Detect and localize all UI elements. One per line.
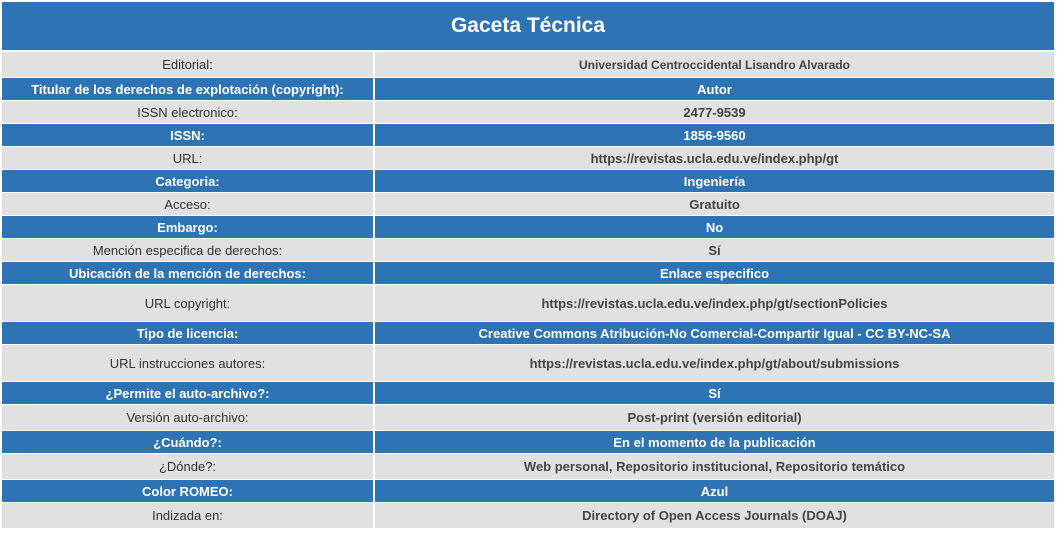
label-self-archiving-version: Versión auto-archivo:	[2, 405, 375, 431]
row-rights-location	[2, 262, 1054, 285]
value-copyright-holder: Autor	[375, 78, 1054, 101]
label-category: Categoria:	[2, 170, 375, 193]
label-access: Acceso:	[2, 193, 375, 216]
value-editorial: Universidad Centroccidental Lisandro Alvarado	[375, 52, 1054, 78]
label-license-type: Tipo de licencia:	[2, 322, 375, 345]
row-issn	[2, 124, 1054, 147]
journal-info-table	[2, 2, 1054, 529]
row-license-type	[2, 322, 1054, 345]
row-rights-mention	[2, 239, 1054, 262]
row-copyright-url	[2, 285, 1054, 322]
row-category	[2, 170, 1054, 193]
label-romeo-color: Color ROMEO:	[2, 480, 375, 503]
row-url	[2, 147, 1054, 170]
value-license-type: Creative Commons Atribución-No Comercial-Compartir Igual - CC BY-NC-SA	[375, 322, 1054, 345]
label-copyright-holder: Titular de los derechos de explotación (copyright):	[2, 78, 375, 101]
label-self-archiving: ¿Permite el auto-archivo?:	[2, 382, 375, 405]
value-self-archiving: Sí	[375, 382, 1054, 405]
label-embargo: Embargo:	[2, 216, 375, 239]
label-copyright-url: URL copyright:	[2, 285, 375, 322]
row-romeo-color	[2, 480, 1054, 503]
label-when: ¿Cuándo?:	[2, 431, 375, 454]
label-issn-electronic: ISSN electronico:	[2, 101, 375, 124]
value-access: Gratuito	[375, 193, 1054, 216]
row-issn-electronic	[2, 101, 1054, 124]
label-rights-location: Ubicación de la mención de derechos:	[2, 262, 375, 285]
value-indexed-in: Directory of Open Access Journals (DOAJ)	[375, 503, 1054, 529]
label-url: URL:	[2, 147, 375, 170]
value-self-archiving-version: Post-print (versión editorial)	[375, 405, 1054, 431]
row-copyright-holder	[2, 78, 1054, 101]
value-where: Web personal, Repositorio institucional, Repositorio temático	[375, 454, 1054, 480]
row-self-archiving	[2, 382, 1054, 405]
value-embargo: No	[375, 216, 1054, 239]
row-author-instructions-url	[2, 345, 1054, 382]
value-when: En el momento de la publicación	[375, 431, 1054, 454]
row-indexed-in	[2, 503, 1054, 529]
row-access	[2, 193, 1054, 216]
value-rights-mention: Sí	[375, 239, 1054, 262]
value-issn-electronic: 2477-9539	[375, 101, 1054, 124]
value-issn: 1856-9560	[375, 124, 1054, 147]
label-editorial: Editorial:	[2, 52, 375, 78]
label-indexed-in: Indizada en:	[2, 503, 375, 529]
value-category: Ingeniería	[375, 170, 1054, 193]
value-url: https://revistas.ucla.edu.ve/index.php/gt	[375, 147, 1054, 170]
label-rights-mention: Mención especifica de derechos:	[2, 239, 375, 262]
row-self-archiving-version	[2, 405, 1054, 431]
label-where: ¿Dónde?:	[2, 454, 375, 480]
row-where	[2, 454, 1054, 480]
value-romeo-color: Azul	[375, 480, 1054, 503]
value-copyright-url: https://revistas.ucla.edu.ve/index.php/gt/sectionPolicies	[375, 285, 1054, 322]
row-editorial	[2, 52, 1054, 78]
journal-info-panel	[2, 2, 1054, 529]
row-when	[2, 431, 1054, 454]
row-embargo	[2, 216, 1054, 239]
value-rights-location: Enlace especifico	[375, 262, 1054, 285]
label-author-instructions-url: URL instrucciones autores:	[2, 345, 375, 382]
journal-title: Gaceta Técnica	[2, 2, 1054, 52]
label-issn: ISSN:	[2, 124, 375, 147]
value-author-instructions-url: https://revistas.ucla.edu.ve/index.php/gt/about/submissions	[375, 345, 1054, 382]
